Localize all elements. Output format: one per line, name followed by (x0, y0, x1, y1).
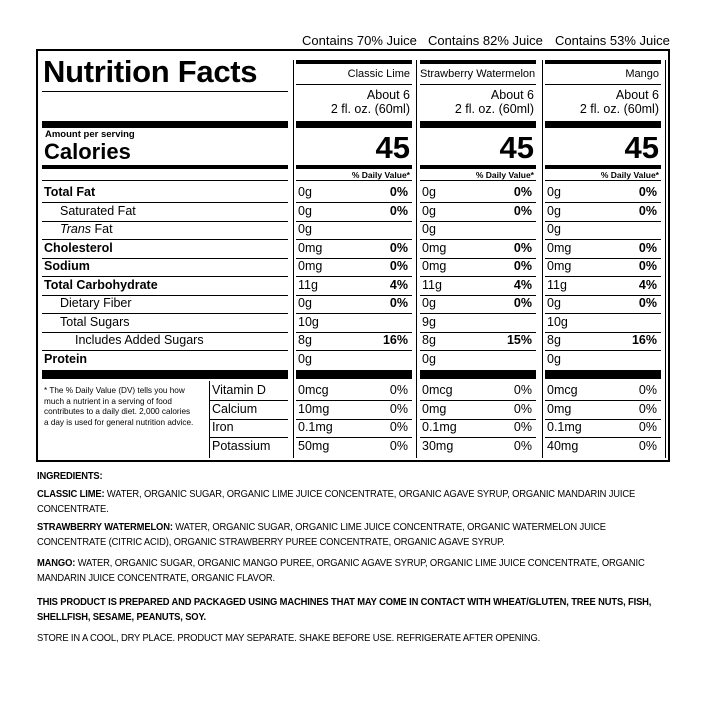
nutrient-amount: 0g (422, 296, 436, 310)
rule (420, 239, 536, 240)
vitamin-daily-value: 0% (638, 402, 657, 416)
storage-instructions: STORE IN A COOL, DRY PLACE. PRODUCT MAY SEPARATE. SHAKE BEFORE USE. REFRIGERATE AFTER OPENING. (37, 633, 541, 644)
calories-value: 45 (624, 130, 659, 165)
nutrient-label: Protein (44, 352, 88, 366)
calories-value: 45 (375, 130, 410, 165)
thick-rule (296, 370, 412, 379)
vitamin-amount: 0.1mg (422, 420, 457, 434)
column-divider (416, 60, 417, 458)
rule (545, 400, 661, 401)
nutrient-daily-value: 0% (389, 204, 408, 218)
nutrient-daily-value: 0% (638, 185, 657, 199)
column-product-name: Mango (625, 68, 659, 80)
rule (296, 350, 412, 351)
daily-value-header: % Daily Value* (600, 170, 659, 180)
rule (545, 276, 661, 277)
nutrient-daily-value: 0% (638, 241, 657, 255)
thick-rule (545, 121, 661, 128)
nutrient-amount: 0g (298, 185, 312, 199)
vitamin-amount: 0mg (547, 402, 572, 416)
rule (420, 400, 536, 401)
nutrient-label-rest: Fat (91, 222, 113, 236)
nutrient-daily-value: 0% (513, 296, 532, 310)
nutrient-amount: 11g (298, 278, 318, 292)
rule (545, 180, 661, 181)
vitamin-daily-value: 0% (513, 383, 532, 397)
rule (210, 400, 288, 401)
ingredients-strawberry-watermelon: STRAWBERRY WATERMELON: WATER, ORGANIC SUGAR, ORGANIC LIME JUICE CONCENTRATE, ORGANIC WATERMELON JUICE CONCENTRATE (CITRIC ACID), ORGANIC STRAWBERRY PUREE CONCENTRATE, ORGANIC AGAVE SYRUP. (37, 522, 606, 548)
rule (42, 313, 288, 314)
nutrient-daily-value: 0% (638, 296, 657, 310)
vitamin-divider (209, 381, 210, 458)
rule (296, 221, 412, 222)
rule (296, 84, 412, 85)
vitamin-daily-value: 0% (513, 402, 532, 416)
thick-rule (420, 121, 536, 128)
column-top-rule (296, 60, 412, 64)
nutrient-daily-value: 4% (513, 278, 532, 292)
nutrient-amount: 0g (422, 352, 436, 366)
rule (545, 350, 661, 351)
nutrient-amount: 0g (547, 222, 561, 236)
vitamin-daily-value: 0% (389, 383, 408, 397)
ingredients-mango: MANGO: WATER, ORGANIC SUGAR, ORGANIC MANGO PUREE, ORGANIC AGAVE SYRUP, ORGANIC LIME JUICE CONCENTRATE, ORGANIC MANDARIN JUICE CONCENTRATE, ORGANIC FLAVOR. (37, 558, 645, 584)
rule (42, 350, 288, 351)
rule (420, 276, 536, 277)
ingredients-heading: INGREDIENTS: (37, 471, 103, 482)
nutrient-daily-value: 0% (638, 259, 657, 273)
vitamin-daily-value: 0% (513, 439, 532, 453)
rule (296, 400, 412, 401)
nutrient-amount: 0mg (422, 259, 447, 273)
nutrient-daily-value: 0% (638, 204, 657, 218)
calories-value: 45 (499, 130, 534, 165)
rule (296, 202, 412, 203)
vitamin-amount: 0.1mg (298, 420, 333, 434)
juice-percent-mango: Contains 53% Juice (555, 33, 670, 48)
nutrient-amount: 11g (422, 278, 442, 292)
nutrient-daily-value: 4% (638, 278, 657, 292)
vitamin-amount: 0mcg (547, 383, 578, 397)
vitamin-amount: 10mg (298, 402, 330, 416)
nutrient-amount: 8g (298, 333, 312, 347)
serving-size: 2 fl. oz. (60ml) (579, 102, 659, 116)
nutrient-amount: 0g (298, 222, 312, 236)
medium-rule (296, 165, 412, 169)
calories-label: Calories (44, 139, 131, 164)
vitamin-daily-value: 0% (513, 420, 532, 434)
nutrient-label-italic: Trans (60, 222, 92, 236)
rule (42, 276, 288, 277)
vitamin-daily-value: 0% (638, 383, 657, 397)
ingredients-classic-lime: CLASSIC LIME: WATER, ORGANIC SUGAR, ORGANIC LIME JUICE CONCENTRATE, ORGANIC AGAVE SYRUP, ORGANIC MANDARIN JUICE CONCENTRATE. (37, 489, 636, 515)
nutrient-label: Total Fat (44, 185, 96, 199)
rule (420, 221, 536, 222)
rule (545, 84, 661, 85)
nutrient-amount: 0mg (298, 259, 323, 273)
rule (420, 350, 536, 351)
rule (42, 180, 288, 181)
thick-rule (545, 370, 661, 379)
nutrient-amount: 10g (547, 315, 568, 329)
serving-size: 2 fl. oz. (60ml) (454, 102, 534, 116)
vitamin-daily-value: 0% (638, 420, 657, 434)
vitamin-amount: 0mcg (422, 383, 453, 397)
column-top-rule (420, 60, 536, 64)
vitamin-label: Iron (212, 420, 234, 434)
vitamin-amount: 40mg (547, 439, 579, 453)
vitamin-label: Potassium (212, 439, 271, 453)
nutrient-daily-value: 0% (389, 296, 408, 310)
nutrient-amount: 0g (422, 185, 436, 199)
vitamin-label: Vitamin D (212, 383, 266, 397)
nutrient-amount: 0mg (422, 241, 447, 255)
rule (296, 180, 412, 181)
nutrient-amount: 0g (547, 296, 561, 310)
rule (296, 239, 412, 240)
nutrient-amount: 0g (547, 204, 561, 218)
nutrient-daily-value: 0% (389, 241, 408, 255)
vitamin-daily-value: 0% (389, 420, 408, 434)
juice-percent-strawberry: Contains 82% Juice (428, 33, 543, 48)
medium-rule (420, 165, 536, 169)
nutrient-amount: 8g (422, 333, 436, 347)
medium-rule (545, 165, 661, 169)
nutrient-daily-value: 16% (631, 333, 657, 347)
thick-rule (42, 370, 288, 379)
column-divider (542, 60, 543, 458)
nutrient-daily-value: 0% (513, 259, 532, 273)
servings-per-container: About 6 (366, 88, 410, 102)
rule (545, 437, 661, 438)
rule (420, 84, 536, 85)
vitamin-daily-value: 0% (389, 402, 408, 416)
rule (420, 313, 536, 314)
allergen-statement: THIS PRODUCT IS PREPARED AND PACKAGED USING MACHINES THAT MAY COME IN CONTACT WITH WHEAT/GLUTEN, TREE NUTS, FISH, SHELLFISH, SESAME, PEANUTS, SOY. (37, 597, 652, 623)
daily-value-header: % Daily Value* (351, 170, 410, 180)
thick-rule (296, 121, 412, 128)
nutrient-amount: 0g (547, 352, 561, 366)
nutrient-label: Sodium (44, 259, 90, 273)
rule (420, 180, 536, 181)
daily-value-header: % Daily Value* (475, 170, 534, 180)
nutrient-amount: 8g (547, 333, 561, 347)
nutrient-label: Saturated Fat (60, 204, 136, 218)
vitamin-label: Calcium (212, 402, 258, 416)
vitamin-amount: 0.1mg (547, 420, 582, 434)
vitamin-amount: 0mg (422, 402, 447, 416)
rule (545, 221, 661, 222)
servings-per-container: About 6 (615, 88, 659, 102)
nutrient-daily-value: 0% (513, 185, 532, 199)
column-top-rule (545, 60, 661, 64)
nutrient-label: Cholesterol (44, 241, 113, 255)
column-product-name: Classic Lime (347, 68, 410, 80)
vitamin-daily-value: 0% (389, 439, 408, 453)
rule (42, 91, 288, 92)
daily-value-footnote: * The % Daily Value (DV) tells you how much a nutrient in a serving of food contributes to a daily diet. 2,000 calories a day is used for general nutrition advice. (44, 386, 194, 427)
nutrient-amount: 9g (422, 315, 436, 329)
nutrient-daily-value: 0% (513, 204, 532, 218)
nutrient-amount: 0g (298, 296, 312, 310)
thick-rule (42, 121, 288, 128)
rule (545, 313, 661, 314)
nutrient-amount: 0g (422, 204, 436, 218)
nutrient-label: Includes Added Sugars (75, 333, 204, 347)
nutrition-facts-title: Nutrition Facts (43, 54, 258, 89)
nutrient-daily-value: 15% (506, 333, 532, 347)
nutrient-amount: 0mg (298, 241, 323, 255)
column-product-name: Strawberry Watermelon (420, 68, 536, 80)
nutrient-amount: 10g (298, 315, 319, 329)
medium-rule (42, 165, 288, 169)
vitamin-amount: 50mg (298, 439, 330, 453)
rule (296, 313, 412, 314)
rule (545, 239, 661, 240)
column-divider (293, 60, 294, 458)
nutrient-amount: 0g (298, 204, 312, 218)
amount-per-serving-label: Amount per serving (45, 129, 135, 140)
vitamin-amount: 30mg (422, 439, 454, 453)
nutrient-daily-value: 16% (382, 333, 408, 347)
rule (420, 437, 536, 438)
nutrient-label: Total Carbohydrate (44, 278, 158, 292)
juice-percent-lime: Contains 70% Juice (302, 33, 417, 48)
servings-per-container: About 6 (490, 88, 534, 102)
serving-size: 2 fl. oz. (60ml) (330, 102, 410, 116)
nutrient-amount: 11g (547, 278, 567, 292)
rule (42, 239, 288, 240)
nutrient-amount: 0g (298, 352, 312, 366)
nutrient-label: Dietary Fiber (60, 296, 132, 310)
rule (210, 437, 288, 438)
rule (545, 202, 661, 203)
rule (42, 202, 288, 203)
nutrient-amount: 0g (422, 222, 436, 236)
nutrient-amount: 0g (547, 185, 561, 199)
rule (296, 437, 412, 438)
vitamin-daily-value: 0% (638, 439, 657, 453)
rule (420, 202, 536, 203)
nutrient-daily-value: 4% (389, 278, 408, 292)
nutrient-daily-value: 0% (513, 241, 532, 255)
vitamin-amount: 0mcg (298, 383, 329, 397)
column-divider (665, 60, 666, 458)
nutrient-amount: 0mg (547, 259, 572, 273)
nutrient-daily-value: 0% (389, 185, 408, 199)
nutrient-label: Total Sugars (60, 315, 130, 329)
nutrient-daily-value: 0% (389, 259, 408, 273)
thick-rule (420, 370, 536, 379)
nutrient-amount: 0mg (547, 241, 572, 255)
rule (296, 276, 412, 277)
nutrient-label (60, 222, 113, 237)
